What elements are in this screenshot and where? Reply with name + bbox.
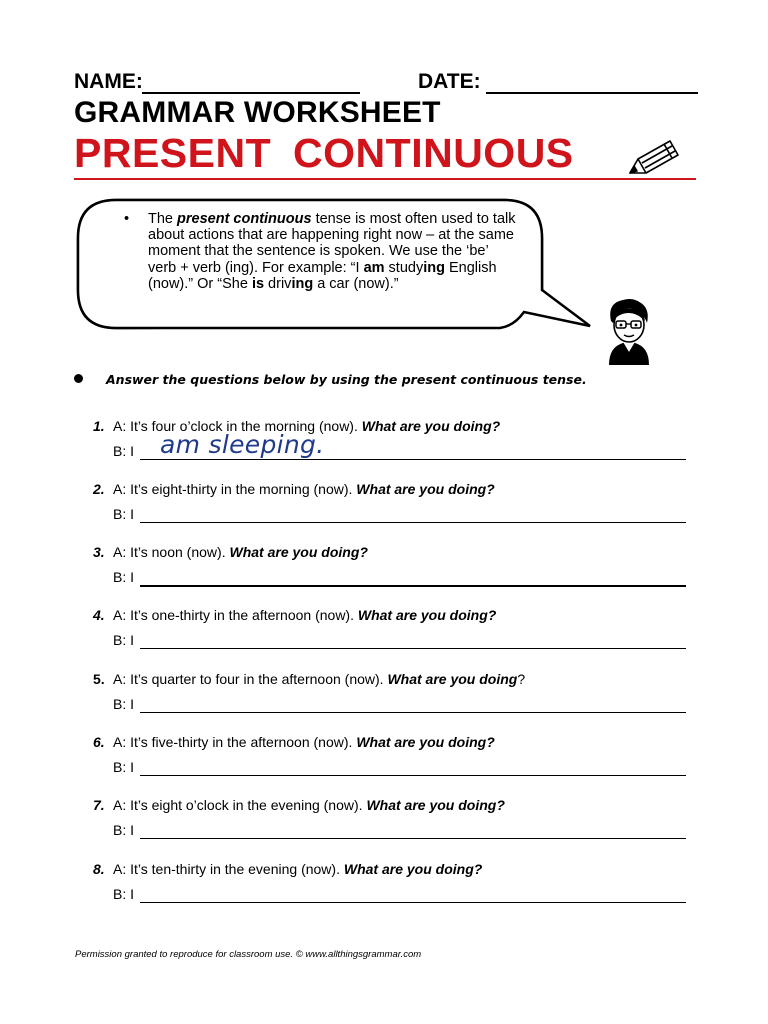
prompt-text: It’s eight-thirty in the morning (now). xyxy=(126,481,357,497)
bubble-text-6: a car (now).” xyxy=(313,275,399,292)
speaker-a: A: xyxy=(113,734,127,750)
speaker-b: B: I xyxy=(113,569,135,585)
prompt-text: It’s four o’clock in the morning (now). xyxy=(126,418,362,434)
footer-credit: Permission granted to reproduce for classroom use. © www.allthingsgrammar.com xyxy=(75,949,422,960)
worksheet-topic: PRESENT CONTINUOUS xyxy=(74,130,574,176)
date-label: DATE: xyxy=(418,70,481,93)
bubble-is: is xyxy=(251,275,265,292)
title-divider xyxy=(74,178,696,180)
prompt-text: It’s eight o’clock in the evening (now). xyxy=(126,797,367,813)
prompt-text: It’s ten-thirty in the evening (now). xyxy=(126,861,344,877)
answer-line[interactable] xyxy=(140,648,686,649)
bubble-ing-1: ing xyxy=(423,259,445,276)
question-number: 4. xyxy=(93,607,105,623)
bubble-text-2: tense is most often used to talk about actions that are happening right now – at the same moment that the sentence is spoken. We use the ‘be’ verb + verb (ing). For example: “I xyxy=(148,211,516,276)
question-prompt xyxy=(113,861,482,877)
bubble-bullet: • xyxy=(124,211,130,227)
question-1 xyxy=(0,418,768,478)
date-field[interactable] xyxy=(486,92,698,94)
question-number: 6. xyxy=(93,734,105,750)
question-number: 1. xyxy=(93,418,105,434)
speaker-b: B: I xyxy=(113,886,135,902)
question-7 xyxy=(0,797,768,857)
bubble-explanation xyxy=(148,211,520,292)
question-4 xyxy=(0,607,768,667)
worksheet-title: GRAMMAR WORKSHEET xyxy=(74,96,441,129)
question-8 xyxy=(0,861,768,921)
bubble-text-4: English (now).” Or “She xyxy=(148,259,497,292)
prompt-text: It’s five-thirty in the afternoon (now). xyxy=(126,734,357,750)
question-2 xyxy=(0,481,768,541)
instruction-bullet xyxy=(74,374,83,383)
speaker-a: A: xyxy=(113,544,127,560)
prompt-text: It’s noon (now). xyxy=(126,544,230,560)
prompt-question: What are you doing? xyxy=(343,861,483,877)
answer-line[interactable] xyxy=(140,522,686,523)
name-label: NAME: xyxy=(74,70,143,93)
speaker-b: B: I xyxy=(113,696,135,712)
speaker-b: B: I xyxy=(113,822,135,838)
bubble-term: present continuous xyxy=(177,211,312,227)
prompt-question: What are you doing? xyxy=(356,734,495,750)
question-prompt xyxy=(113,734,495,750)
answer-line[interactable] xyxy=(140,902,686,903)
instruction-text: Answer the questions below by using the present continuous tense. xyxy=(106,372,587,387)
bubble-text-1: The xyxy=(148,211,178,227)
question-number: 5. xyxy=(93,671,105,687)
speaker-b: B: I xyxy=(113,632,135,648)
prompt-question: What are you doing? xyxy=(229,544,368,560)
speaker-a: A: xyxy=(113,607,127,623)
answer-line[interactable] xyxy=(140,585,686,587)
bubble-ing-2: ing xyxy=(291,275,314,292)
speaker-a: A: xyxy=(113,861,127,877)
speaker-a: A: xyxy=(113,797,127,813)
bubble-text-3: study xyxy=(384,259,424,276)
prompt-question: What are you doing? xyxy=(361,418,501,434)
prompt-text: It’s quarter to four in the afternoon (now). xyxy=(126,671,388,687)
pencil-icon xyxy=(626,137,682,177)
answer-line[interactable] xyxy=(140,775,686,776)
answer-line[interactable] xyxy=(140,459,686,460)
question-number: 3. xyxy=(93,544,105,560)
speaker-b: B: I xyxy=(113,443,135,459)
speaker-b: B: I xyxy=(113,759,135,775)
prompt-text: It’s one-thirty in the afternoon (now). xyxy=(126,607,358,623)
question-number: 8. xyxy=(93,861,105,877)
question-prompt xyxy=(113,481,495,497)
prompt-question: What are you doing xyxy=(387,671,518,687)
name-field[interactable] xyxy=(142,92,360,94)
answer-line[interactable] xyxy=(140,838,686,839)
speaker-a: A: xyxy=(113,671,127,687)
teacher-illustration xyxy=(603,297,653,365)
question-prompt xyxy=(113,671,525,687)
bubble-am: am xyxy=(363,259,385,276)
question-prompt xyxy=(113,607,496,623)
speaker-a: A: xyxy=(113,418,127,434)
question-3 xyxy=(0,544,768,604)
handwritten-answer: am sleeping. xyxy=(160,430,325,459)
prompt-question: What are you doing? xyxy=(366,797,505,813)
question-prompt xyxy=(113,544,368,560)
question-number: 2. xyxy=(93,481,105,497)
prompt-question: What are you doing? xyxy=(357,607,497,623)
question-prompt xyxy=(113,797,505,813)
speaker-a: A: xyxy=(113,481,127,497)
question-6 xyxy=(0,734,768,794)
prompt-tail: ? xyxy=(517,671,526,687)
question-5 xyxy=(0,671,768,731)
answer-line[interactable] xyxy=(140,712,686,713)
speaker-b: B: I xyxy=(113,506,135,522)
prompt-question: What are you doing? xyxy=(356,481,495,497)
question-number: 7. xyxy=(93,797,105,813)
bubble-text-5: driv xyxy=(264,275,292,292)
